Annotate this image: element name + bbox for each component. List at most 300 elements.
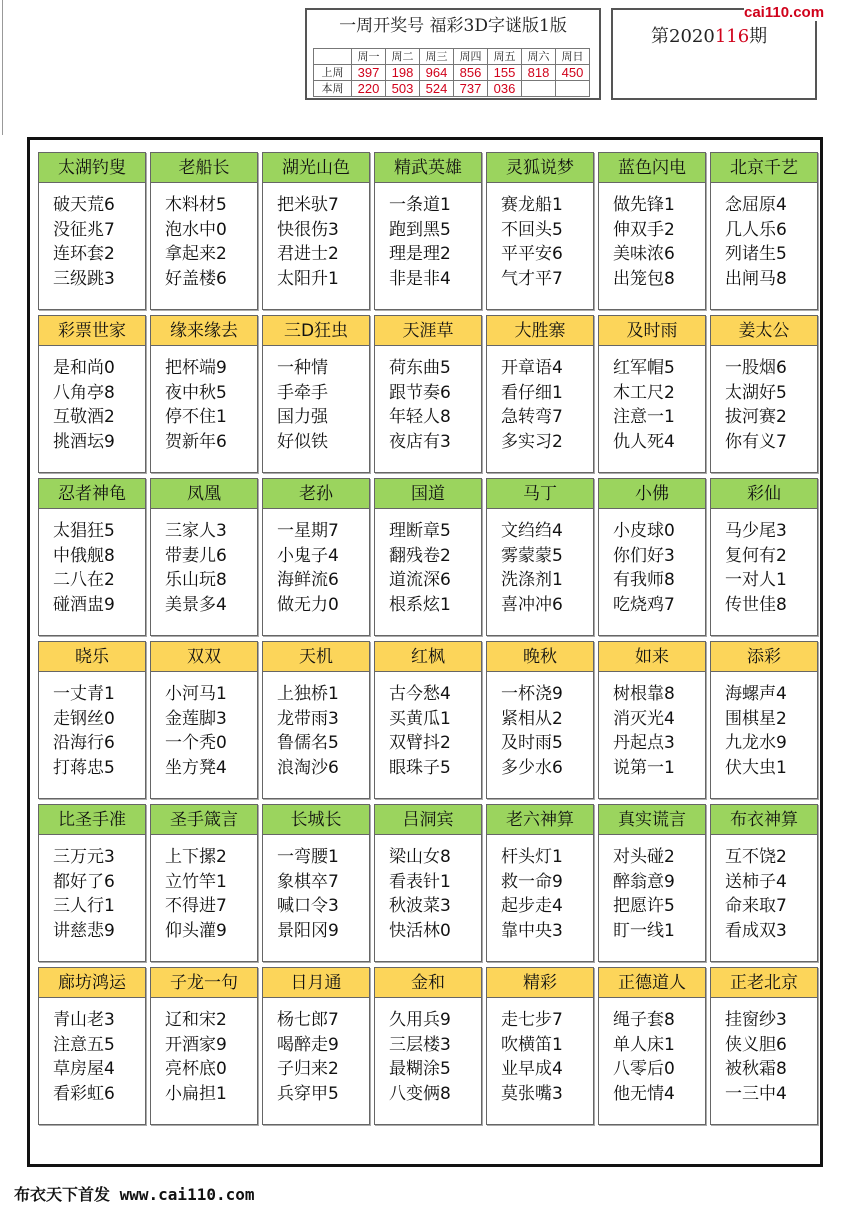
puzzle-line: 围棋星2 xyxy=(725,708,787,729)
puzzle-line: 根系炫1 xyxy=(389,594,451,615)
puzzle-line: 快很伤3 xyxy=(277,219,339,240)
puzzle-line: 是和尚0 xyxy=(53,358,115,378)
puzzle-line: 走钢丝0 xyxy=(53,708,115,729)
puzzle-line: 气才平7 xyxy=(501,268,563,289)
puzzle-line: 开酒家9 xyxy=(165,1034,227,1055)
puzzle-line: 靠中央3 xyxy=(501,920,563,941)
puzzle-line: 非是非4 xyxy=(389,268,451,289)
draw-number: 220 xyxy=(352,81,386,97)
puzzle-line: 不得进7 xyxy=(165,896,227,916)
puzzle-lines xyxy=(375,998,481,1106)
puzzle-cell xyxy=(38,315,146,473)
left-rule xyxy=(2,0,3,135)
puzzle-lines xyxy=(487,183,593,291)
puzzle-lines xyxy=(599,672,705,780)
puzzle-cell xyxy=(374,641,482,799)
row-label-last-week: 上周 xyxy=(314,65,352,81)
puzzle-line: 破天荒6 xyxy=(53,195,115,215)
puzzle-line: 送柿子4 xyxy=(725,871,787,892)
puzzle-lines xyxy=(599,835,705,943)
results-grid xyxy=(313,48,590,97)
puzzle-line: 小河马1 xyxy=(165,684,227,704)
puzzle-lines xyxy=(711,346,817,454)
puzzle-cell xyxy=(374,804,482,962)
puzzle-line: 单人床1 xyxy=(613,1034,675,1055)
puzzle-cell xyxy=(710,152,818,310)
puzzle-line: 海螺声4 xyxy=(725,684,787,704)
puzzle-lines xyxy=(263,998,369,1106)
puzzle-lines xyxy=(263,346,369,454)
puzzle-cell xyxy=(374,478,482,636)
puzzle-lines xyxy=(375,672,481,780)
puzzle-line: 马少尾3 xyxy=(725,521,787,541)
puzzle-line: 被秋霜8 xyxy=(725,1059,787,1079)
puzzle-line: 太湖好5 xyxy=(725,382,787,403)
puzzle-line: 做先锋1 xyxy=(613,195,675,215)
puzzle-line: 好盖楼6 xyxy=(165,268,227,289)
puzzle-line: 对头碰2 xyxy=(613,847,675,867)
puzzle-lines xyxy=(151,183,257,291)
puzzle-lines xyxy=(711,183,817,291)
puzzle-line: 消灭光4 xyxy=(613,708,675,729)
puzzle-cell xyxy=(486,152,594,310)
puzzle-line: 紧相从2 xyxy=(501,708,563,729)
puzzle-line: 说第一1 xyxy=(613,757,675,778)
puzzle-line: 秋波菜3 xyxy=(389,896,451,916)
puzzle-line: 小鬼子4 xyxy=(277,545,339,566)
puzzle-lines xyxy=(375,509,481,617)
puzzle-cell xyxy=(486,478,594,636)
puzzle-author: 老船长 xyxy=(151,153,257,183)
puzzle-line: 互不饶2 xyxy=(725,847,787,867)
puzzle-line: 鲁儒名5 xyxy=(277,733,339,753)
puzzle-lines xyxy=(151,998,257,1106)
puzzle-author: 如来 xyxy=(599,642,705,672)
puzzle-line: 念屈原4 xyxy=(725,195,787,215)
puzzle-line: 小皮球0 xyxy=(613,521,675,541)
puzzle-lines xyxy=(39,346,145,454)
puzzle-author: 廊坊鸿运 xyxy=(39,968,145,998)
puzzle-line: 喊口令3 xyxy=(277,896,339,916)
puzzle-author: 国道 xyxy=(375,479,481,509)
day-header: 周二 xyxy=(386,49,420,65)
puzzle-line: 一条道1 xyxy=(389,195,451,215)
puzzle-cell xyxy=(374,152,482,310)
puzzle-line: 三家人3 xyxy=(165,521,227,541)
draw-number: 856 xyxy=(454,65,488,81)
puzzle-author: 精彩 xyxy=(487,968,593,998)
puzzle-lines xyxy=(375,835,481,943)
puzzle-line: 及时雨5 xyxy=(501,733,563,753)
puzzle-line: 一三中4 xyxy=(725,1083,787,1104)
puzzle-line: 有我师8 xyxy=(613,570,675,590)
puzzle-author: 正老北京 xyxy=(711,968,817,998)
day-header: 周一 xyxy=(352,49,386,65)
puzzle-author: 双双 xyxy=(151,642,257,672)
puzzle-lines xyxy=(487,835,593,943)
puzzle-lines xyxy=(487,998,593,1106)
puzzle-line: 亮杯底0 xyxy=(165,1059,227,1079)
puzzle-line: 太猖狂5 xyxy=(53,521,115,541)
corner-cell xyxy=(314,49,352,65)
puzzle-line: 国力强 xyxy=(277,407,328,427)
puzzle-cell xyxy=(598,315,706,473)
puzzle-line: 注意一1 xyxy=(613,407,675,427)
puzzle-line: 乐山玩8 xyxy=(165,570,227,590)
puzzle-lines xyxy=(151,835,257,943)
puzzle-line: 年轻人8 xyxy=(389,407,451,427)
puzzle-cell xyxy=(150,478,258,636)
puzzle-line: 赛龙船1 xyxy=(501,195,563,215)
puzzle-author: 天涯草 xyxy=(375,316,481,346)
puzzle-cell xyxy=(262,478,370,636)
puzzle-author: 小佛 xyxy=(599,479,705,509)
puzzle-line: 美味浓6 xyxy=(613,244,675,264)
puzzle-lines xyxy=(39,183,145,291)
puzzle-line: 文绉绉4 xyxy=(501,521,563,541)
puzzle-author: 湖光山色 xyxy=(263,153,369,183)
draw-number: 036 xyxy=(488,81,522,97)
puzzle-line: 古今愁4 xyxy=(389,684,451,704)
issue-label xyxy=(651,22,767,48)
puzzle-line: 三级跳3 xyxy=(53,268,115,289)
puzzle-line: 雾蒙蒙5 xyxy=(501,545,563,566)
puzzle-cell xyxy=(38,478,146,636)
puzzle-line: 喝醉走9 xyxy=(277,1034,339,1055)
puzzle-author: 日月通 xyxy=(263,968,369,998)
puzzle-line: 连环套2 xyxy=(53,244,115,264)
puzzle-line: 草房屋4 xyxy=(53,1059,115,1079)
puzzle-author: 马丁 xyxy=(487,479,593,509)
draw-number: 198 xyxy=(386,65,420,81)
puzzle-line: 停不住1 xyxy=(165,407,227,427)
puzzle-cell xyxy=(598,804,706,962)
puzzle-cell xyxy=(262,967,370,1125)
puzzle-line: 辽和宋2 xyxy=(165,1010,227,1030)
puzzle-line: 起步走4 xyxy=(501,896,563,916)
puzzle-author: 忍者神龟 xyxy=(39,479,145,509)
puzzle-lines xyxy=(599,998,705,1106)
draw-number: 524 xyxy=(420,81,454,97)
puzzle-line: 理断章5 xyxy=(389,521,451,541)
puzzle-cell xyxy=(598,967,706,1125)
puzzle-author: 姜太公 xyxy=(711,316,817,346)
puzzle-line: 挑酒坛9 xyxy=(53,431,115,452)
puzzle-line: 看彩虹6 xyxy=(53,1083,115,1104)
puzzle-author: 三D狂虫 xyxy=(263,316,369,346)
puzzle-line: 你们好3 xyxy=(613,545,675,566)
puzzle-line: 伏大虫1 xyxy=(725,757,787,778)
puzzle-line: 多少水6 xyxy=(501,757,563,778)
puzzle-line: 看表针1 xyxy=(389,871,451,892)
puzzle-line: 好似铁 xyxy=(277,431,328,452)
puzzle-line: 上独桥1 xyxy=(277,684,339,704)
puzzle-author: 添彩 xyxy=(711,642,817,672)
issue-box xyxy=(611,8,817,100)
draw-number: 155 xyxy=(488,65,522,81)
puzzle-line: 八零后0 xyxy=(613,1059,675,1079)
draw-number: 397 xyxy=(352,65,386,81)
puzzle-line: 八变俩8 xyxy=(389,1083,451,1104)
puzzle-lines xyxy=(263,183,369,291)
puzzle-line: 三人行1 xyxy=(53,896,115,916)
puzzle-line: 木料材5 xyxy=(165,195,227,215)
puzzle-line: 复何有2 xyxy=(725,545,787,566)
puzzle-line: 三层楼3 xyxy=(389,1034,451,1055)
draw-number: 964 xyxy=(420,65,454,81)
puzzle-cell xyxy=(710,804,818,962)
puzzle-line: 一弯腰1 xyxy=(277,847,339,867)
day-header: 周五 xyxy=(488,49,522,65)
puzzle-line: 走七步7 xyxy=(501,1010,563,1030)
puzzle-author: 晓乐 xyxy=(39,642,145,672)
draw-number xyxy=(522,81,556,97)
puzzle-line: 命来取7 xyxy=(725,896,787,916)
puzzle-lines xyxy=(711,672,817,780)
puzzle-line: 久用兵9 xyxy=(389,1010,451,1030)
issue-suffix: 期 xyxy=(749,26,768,47)
puzzle-line: 仇人死4 xyxy=(613,431,675,452)
puzzle-line: 浪淘沙6 xyxy=(277,757,339,778)
puzzle-line: 最糊涂5 xyxy=(389,1059,451,1079)
puzzle-line: 小扁担1 xyxy=(165,1083,227,1104)
puzzle-line: 互敬酒2 xyxy=(53,407,115,427)
puzzle-cell xyxy=(598,152,706,310)
puzzle-line: 没征兆7 xyxy=(53,219,115,240)
puzzle-lines xyxy=(39,672,145,780)
puzzle-line: 象棋卒7 xyxy=(277,871,339,892)
puzzle-line: 看成双3 xyxy=(725,920,787,941)
puzzle-author: 缘来缘去 xyxy=(151,316,257,346)
puzzle-line: 拔河赛2 xyxy=(725,407,787,427)
puzzle-cell xyxy=(710,315,818,473)
puzzle-line: 做无力0 xyxy=(277,594,339,615)
row-label-this-week: 本周 xyxy=(314,81,352,97)
puzzle-line: 龙带雨3 xyxy=(277,708,339,729)
puzzle-cell xyxy=(150,804,258,962)
puzzle-line: 出闸马8 xyxy=(725,268,787,289)
puzzle-line: 兵穿甲5 xyxy=(277,1083,339,1104)
puzzle-line: 开章语4 xyxy=(501,358,563,378)
puzzle-lines xyxy=(487,509,593,617)
puzzle-line: 手牵手 xyxy=(277,382,328,403)
puzzle-author: 红枫 xyxy=(375,642,481,672)
puzzle-cell xyxy=(710,478,818,636)
puzzle-cell xyxy=(38,152,146,310)
puzzle-line: 眼珠子5 xyxy=(389,757,451,778)
puzzle-author: 吕洞宾 xyxy=(375,805,481,835)
puzzle-line: 沿海行6 xyxy=(53,733,115,753)
puzzle-line: 洗涤剂1 xyxy=(501,570,563,590)
puzzle-line: 美景多4 xyxy=(165,594,227,615)
day-header: 周三 xyxy=(420,49,454,65)
puzzle-line: 喜冲冲6 xyxy=(501,594,563,615)
puzzle-line: 醉翁意9 xyxy=(613,871,675,892)
puzzle-line: 理是理2 xyxy=(389,244,451,264)
puzzle-author: 凤凰 xyxy=(151,479,257,509)
puzzle-line: 盯一线1 xyxy=(613,920,675,941)
puzzle-line: 泡水中0 xyxy=(165,219,227,240)
puzzle-author: 圣手箴言 xyxy=(151,805,257,835)
puzzle-line: 道流深6 xyxy=(389,570,451,590)
puzzle-line: 一股烟6 xyxy=(725,358,787,378)
puzzle-cell xyxy=(374,315,482,473)
puzzle-line: 快活林0 xyxy=(389,920,451,941)
puzzle-lines xyxy=(263,835,369,943)
puzzle-author: 彩仙 xyxy=(711,479,817,509)
puzzle-author: 太湖钓叟 xyxy=(39,153,145,183)
puzzle-line: 青山老3 xyxy=(53,1010,115,1030)
puzzle-line: 把愿许5 xyxy=(613,896,675,916)
puzzle-cell xyxy=(262,641,370,799)
puzzle-line: 拿起来2 xyxy=(165,244,227,264)
puzzle-author: 彩票世家 xyxy=(39,316,145,346)
puzzle-lines xyxy=(599,183,705,291)
puzzle-lines xyxy=(39,509,145,617)
day-header: 周日 xyxy=(556,49,590,65)
puzzle-author: 真实谎言 xyxy=(599,805,705,835)
puzzle-author: 蓝色闪电 xyxy=(599,153,705,183)
puzzle-line: 坐方凳4 xyxy=(165,757,227,778)
puzzle-author: 布衣神算 xyxy=(711,805,817,835)
puzzle-line: 夜店有3 xyxy=(389,431,451,452)
puzzle-cell xyxy=(150,967,258,1125)
puzzle-line: 你有义7 xyxy=(725,431,787,452)
puzzle-line: 几人乐6 xyxy=(725,219,787,240)
weekly-results-table xyxy=(305,8,601,100)
puzzle-line: 绳子套8 xyxy=(613,1010,675,1030)
draw-number: 737 xyxy=(454,81,488,97)
puzzle-line: 一杯浇9 xyxy=(501,684,563,704)
puzzle-lines xyxy=(263,509,369,617)
puzzle-line: 上下摞2 xyxy=(165,847,227,867)
puzzle-line: 莫张嘴3 xyxy=(501,1083,563,1104)
puzzle-line: 都好了6 xyxy=(53,871,115,892)
draw-number: 503 xyxy=(386,81,420,97)
puzzle-line: 多实习2 xyxy=(501,431,563,452)
puzzle-line: 一对人1 xyxy=(725,570,787,590)
puzzle-line: 他无情4 xyxy=(613,1083,675,1104)
draw-number xyxy=(556,81,590,97)
puzzle-author: 精武英雄 xyxy=(375,153,481,183)
puzzle-lines xyxy=(487,346,593,454)
puzzle-author: 天机 xyxy=(263,642,369,672)
puzzle-line: 不回头5 xyxy=(501,219,563,240)
puzzle-line: 碰酒盅9 xyxy=(53,594,115,615)
footer-credit: 布衣天下首发 www.cai110.com xyxy=(14,1185,255,1204)
puzzle-line: 八角亭8 xyxy=(53,382,115,403)
puzzle-grid xyxy=(38,152,818,1125)
puzzle-line: 侠义胆6 xyxy=(725,1034,787,1055)
puzzle-line: 业早成4 xyxy=(501,1059,563,1079)
puzzle-cell xyxy=(710,967,818,1125)
puzzle-lines xyxy=(711,998,817,1106)
puzzle-line: 出笼包8 xyxy=(613,268,675,289)
puzzle-line: 丹起点3 xyxy=(613,733,675,753)
puzzle-author: 子龙一句 xyxy=(151,968,257,998)
puzzle-line: 传世佳8 xyxy=(725,594,787,615)
puzzle-line: 荷东曲5 xyxy=(389,358,451,378)
puzzle-lines xyxy=(711,509,817,617)
puzzle-author: 老孙 xyxy=(263,479,369,509)
puzzle-line: 把米驮7 xyxy=(277,195,339,215)
puzzle-author: 比圣手准 xyxy=(39,805,145,835)
puzzle-author: 长城长 xyxy=(263,805,369,835)
puzzle-line: 一丈青1 xyxy=(53,684,115,704)
puzzle-cell xyxy=(710,641,818,799)
puzzle-lines xyxy=(39,835,145,943)
puzzle-cell xyxy=(486,641,594,799)
puzzle-cell xyxy=(150,641,258,799)
puzzle-cell xyxy=(38,641,146,799)
puzzle-line: 太阳升1 xyxy=(277,268,339,289)
puzzle-line: 一种情 xyxy=(277,358,328,378)
puzzle-line: 梁山女8 xyxy=(389,847,451,867)
puzzle-lines xyxy=(599,509,705,617)
puzzle-cell xyxy=(486,315,594,473)
puzzle-cell xyxy=(38,804,146,962)
puzzle-author: 灵狐说梦 xyxy=(487,153,593,183)
puzzle-line: 吃烧鸡7 xyxy=(613,594,675,615)
puzzle-cell xyxy=(262,152,370,310)
puzzle-line: 带妻儿6 xyxy=(165,545,227,566)
puzzle-line: 九龙水9 xyxy=(725,733,787,753)
puzzle-board xyxy=(27,137,823,1167)
puzzle-line: 夜中秋5 xyxy=(165,382,227,403)
puzzle-line: 一星期7 xyxy=(277,521,339,541)
puzzle-author: 晚秋 xyxy=(487,642,593,672)
puzzle-lines xyxy=(263,672,369,780)
puzzle-author: 大胜寨 xyxy=(487,316,593,346)
puzzle-author: 正德道人 xyxy=(599,968,705,998)
puzzle-cell xyxy=(486,804,594,962)
puzzle-cell xyxy=(598,641,706,799)
puzzle-lines xyxy=(151,346,257,454)
puzzle-line: 立竹竿1 xyxy=(165,871,227,892)
puzzle-lines xyxy=(375,183,481,291)
puzzle-author: 金和 xyxy=(375,968,481,998)
puzzle-line: 贺新年6 xyxy=(165,431,227,452)
puzzle-line: 金莲脚3 xyxy=(165,708,227,729)
puzzle-line: 跟节奏6 xyxy=(389,382,451,403)
puzzle-cell xyxy=(262,315,370,473)
puzzle-line: 打蒋忠5 xyxy=(53,757,115,778)
puzzle-cell xyxy=(374,967,482,1125)
puzzle-line: 看仔细1 xyxy=(501,382,563,403)
puzzle-line: 树根靠8 xyxy=(613,684,675,704)
puzzle-line: 平平安6 xyxy=(501,244,563,264)
puzzle-lines xyxy=(487,672,593,780)
draw-number: 818 xyxy=(522,65,556,81)
puzzle-cell xyxy=(38,967,146,1125)
puzzle-line: 翻残卷2 xyxy=(389,545,451,566)
puzzle-cell xyxy=(150,315,258,473)
site-logo: cai110.com xyxy=(744,4,825,21)
puzzle-line: 杆头灯1 xyxy=(501,847,563,867)
puzzle-line: 注意五5 xyxy=(53,1034,115,1055)
puzzle-line: 木工尺2 xyxy=(613,382,675,403)
puzzle-author: 及时雨 xyxy=(599,316,705,346)
puzzle-line: 景阳冈9 xyxy=(277,920,339,941)
puzzle-line: 列诸生5 xyxy=(725,244,787,264)
puzzle-line: 仰头灌9 xyxy=(165,920,227,941)
puzzle-line: 急转弯7 xyxy=(501,407,563,427)
day-header: 周四 xyxy=(454,49,488,65)
puzzle-lines xyxy=(375,346,481,454)
results-title: 一周开奖号 福彩3D字谜版1版 xyxy=(339,16,567,36)
puzzle-line: 一个秃0 xyxy=(165,733,227,753)
puzzle-line: 买黄瓜1 xyxy=(389,708,451,729)
